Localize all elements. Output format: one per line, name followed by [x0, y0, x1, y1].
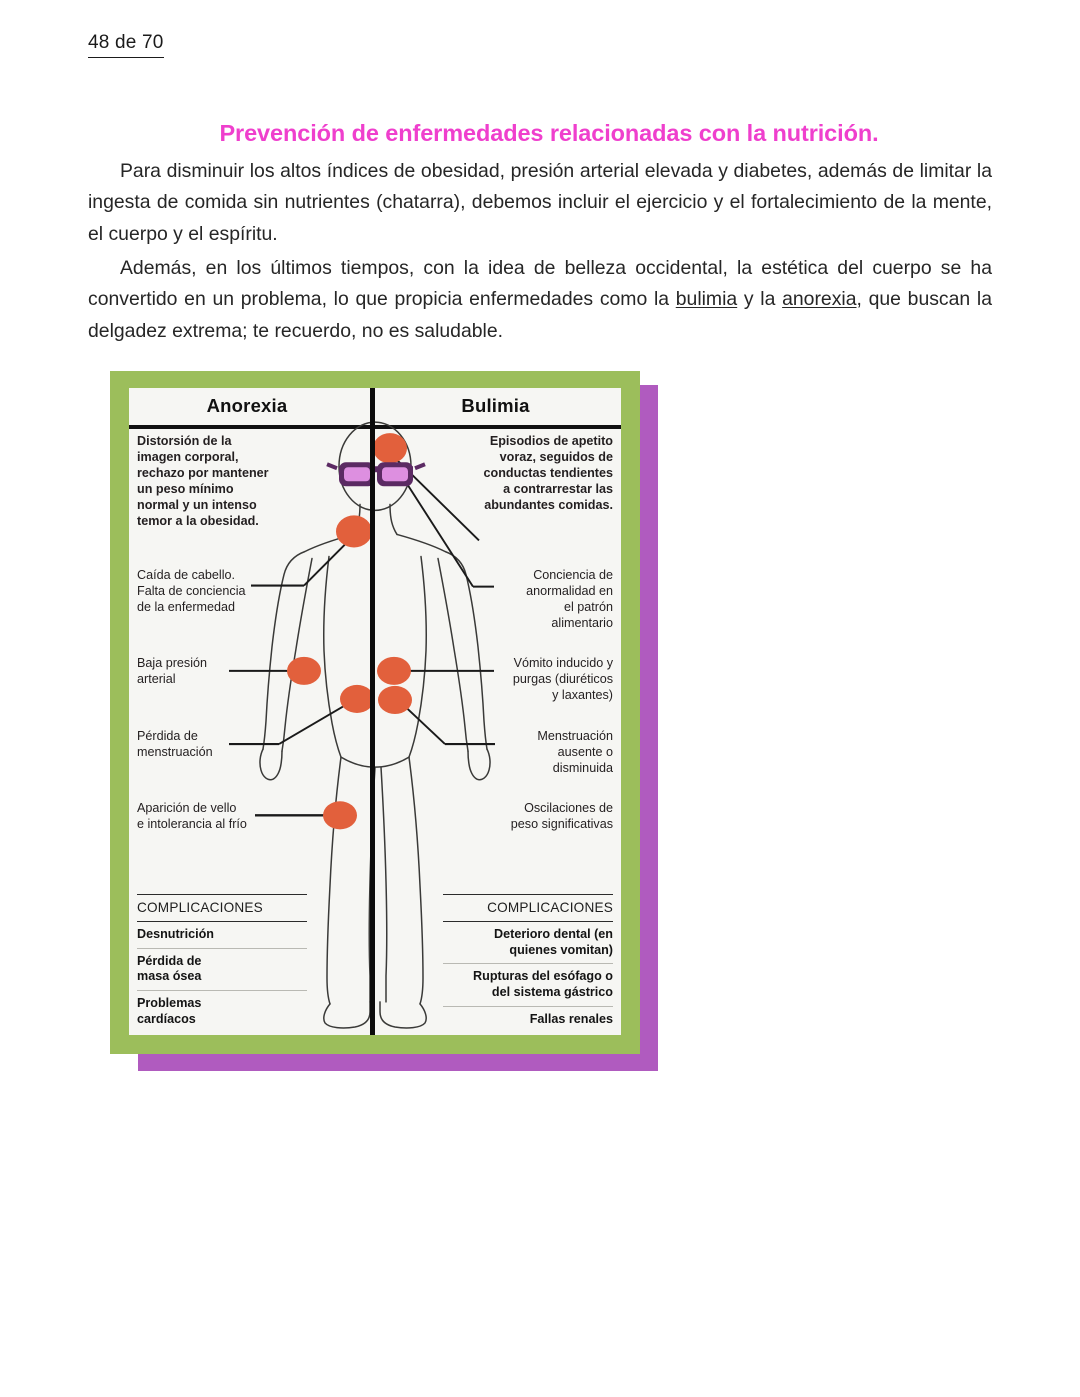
label-line: conductas tendientes — [483, 465, 613, 480]
paragraph-2-before: Además, en los últimos tiempos, con la idea de belleza occidental, la estética del cuerpo se ha convertido en un problema, lo que propicia enfermedades como la — [88, 256, 992, 311]
infographic-header — [129, 388, 621, 425]
label-line: abundantes comidas. — [484, 497, 613, 512]
label-baja-presion — [137, 656, 315, 688]
label-line: Falta de conciencia — [137, 583, 246, 598]
marker-hip-right — [378, 686, 412, 714]
complication-item — [443, 1007, 613, 1033]
label-line: Distorsión de la — [137, 434, 232, 448]
label-line: imagen corporal, — [137, 449, 239, 464]
neck-outline — [353, 504, 397, 534]
left-leg-outer — [327, 757, 341, 1004]
complication-item — [443, 964, 613, 1006]
paragraph-2-after: , que buscan la delgadez extrema; te recuerdo, no es saludable. — [88, 288, 992, 342]
label-line: Pérdida de — [137, 729, 198, 743]
complication-line: masa ósea — [137, 969, 202, 984]
glasses-lens-left — [344, 467, 370, 481]
label-line: Baja presión — [137, 656, 208, 670]
label-line: arterial — [137, 671, 176, 686]
paragraph-1-text: Para disminuir los altos índices de obesidad, presión arterial elevada y diabetes, además de limitar la ingesta de comida sin nutrientes (chatarra), debemos incluir el ejercicio y el fortalecimiento de la mente, el cuerpo y el espíritu. — [88, 159, 992, 245]
glasses-temple-right — [415, 464, 425, 468]
marker-hip-left — [340, 685, 374, 713]
label-line: a contrarrestar las — [503, 481, 613, 496]
label-aparicion-vello — [137, 801, 315, 833]
article-body — [88, 118, 992, 349]
label-line: el patrón — [563, 599, 613, 614]
label-line: e intolerancia al frío — [137, 816, 247, 831]
page-title: Prevención de enfermedades relacionadas con la nutrición. — [219, 120, 879, 146]
label-menstruacion-ausente — [438, 729, 613, 777]
complication-line: Desnutrición — [137, 926, 214, 941]
label-line: disminuida — [552, 760, 613, 775]
complications-bulimia — [443, 894, 613, 1033]
label-conciencia-anormalidad — [438, 568, 613, 632]
glasses-bridge — [341, 466, 413, 472]
label-line: normal y un intenso — [137, 497, 257, 512]
column-title-bulimia: Bulimia — [461, 395, 530, 416]
label-line: Vómito inducido y — [513, 656, 613, 670]
right-leg-outer — [409, 757, 423, 1004]
complication-line: Pérdida de — [137, 953, 202, 968]
complication-line: cardíacos — [137, 1011, 196, 1026]
marker-leg-left — [323, 801, 357, 829]
label-line: Menstruación — [537, 729, 613, 743]
label-perdida-menstruacion — [137, 729, 315, 761]
hip-line — [341, 757, 409, 767]
label-caida-cabello — [137, 568, 315, 616]
label-line: alimentario — [551, 615, 613, 630]
glasses-lens-right — [382, 467, 408, 481]
label-distorsion-imagen — [137, 434, 315, 530]
label-vomito-inducido — [438, 656, 613, 704]
paragraph-2-middle: y la — [737, 288, 783, 311]
header-rule — [129, 425, 621, 429]
label-line: Conciencia de — [533, 568, 613, 582]
label-line: anormalidad en — [526, 583, 613, 598]
complication-line: Rupturas del esófago o — [473, 969, 613, 984]
complications-anorexia — [137, 894, 307, 1033]
glasses-temple-left — [327, 464, 337, 468]
complications-heading: COMPLICACIONES — [137, 894, 307, 922]
complication-line: Deterioro dental (en — [494, 926, 613, 941]
complications-heading: COMPLICACIONES — [443, 894, 613, 922]
right-foot — [380, 1002, 426, 1028]
infographic-panel — [129, 388, 621, 1035]
label-line: de la enfermedad — [137, 599, 236, 614]
left-arm-outer — [263, 534, 353, 749]
page-number: 48 de 70 — [88, 32, 164, 58]
label-line: un peso mínimo — [137, 481, 234, 496]
term-anorexia: anorexia — [782, 288, 857, 311]
complication-line: quienes vomitan) — [509, 942, 613, 957]
paragraph-1 — [88, 156, 992, 251]
marker-head — [373, 433, 407, 463]
label-line: temor a la obesidad. — [137, 513, 259, 528]
label-line: Caída de cabello. — [137, 568, 236, 582]
complication-item — [137, 949, 307, 991]
label-line: Oscilaciones de — [524, 801, 613, 815]
label-line: voraz, seguidos de — [499, 449, 613, 464]
complication-item — [443, 922, 613, 964]
label-line: ausente o — [557, 744, 613, 759]
complication-line: Fallas renales — [529, 1011, 613, 1026]
term-bulimia: bulimia — [675, 288, 738, 311]
head-outline — [339, 422, 411, 510]
anorexia-bulimia-infographic — [110, 371, 658, 1071]
right-leg-inner — [381, 767, 387, 1002]
center-divider — [370, 388, 375, 1035]
right-arm-outer — [397, 534, 487, 749]
label-line: y laxantes) — [552, 687, 613, 702]
paragraph-2 — [88, 253, 992, 348]
left-foot — [324, 1002, 370, 1028]
label-line: Episodios de apetito — [489, 434, 613, 448]
infographic-green-frame — [110, 371, 640, 1054]
label-oscilaciones-peso — [438, 801, 613, 833]
complication-line: del sistema gástrico — [491, 985, 613, 1000]
label-line: purgas (diuréticos — [512, 671, 613, 686]
column-title-anorexia: Anorexia — [206, 395, 288, 416]
glasses-frame-right — [377, 462, 413, 486]
label-line: rechazo por mantener — [137, 465, 269, 480]
marker-arm-right — [377, 657, 411, 685]
torso-left — [324, 557, 341, 758]
label-episodios-apetito — [438, 434, 613, 514]
torso-right — [409, 557, 426, 758]
label-line: peso significativas — [510, 816, 613, 831]
complication-item — [137, 922, 307, 949]
complication-item — [137, 991, 307, 1032]
sunglasses-icon — [327, 462, 425, 486]
label-line: menstruación — [137, 744, 213, 759]
complication-line: Problemas — [137, 996, 202, 1011]
label-line: Aparición de vello — [137, 801, 237, 815]
marker-shoulder-left — [336, 515, 372, 547]
